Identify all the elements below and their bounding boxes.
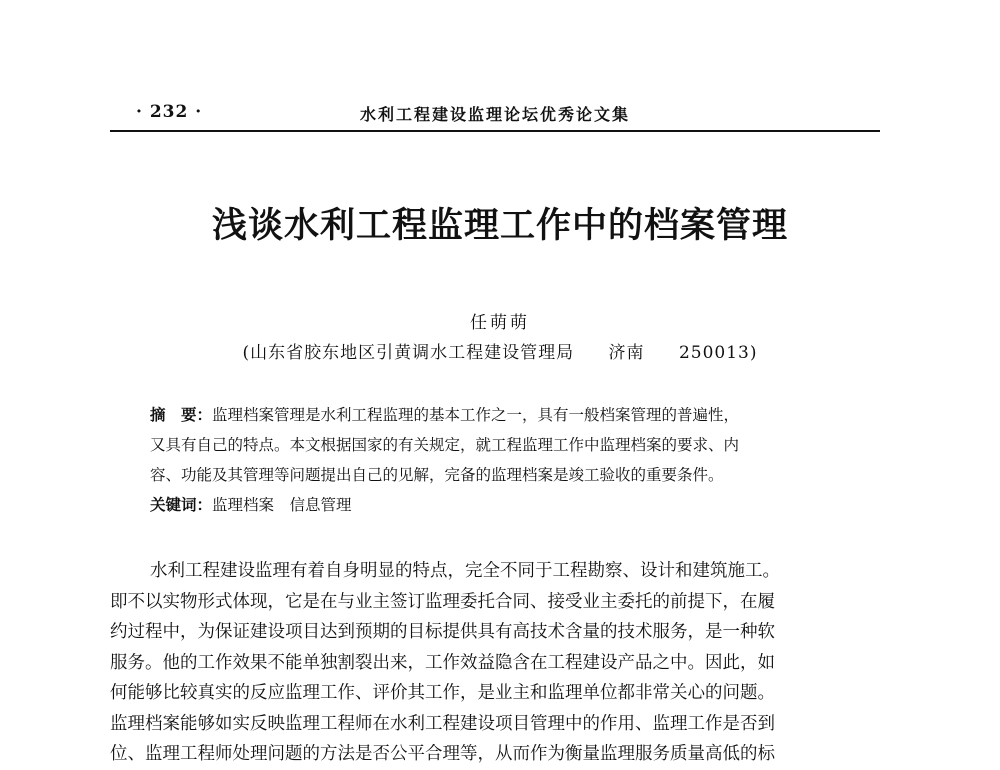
page-number: · 232 · — [136, 102, 203, 122]
body-line: 服务。他的工作效果不能单独割裂出来，工作效益隐含在工程建设产品之中。因此，如 — [110, 652, 775, 673]
body-line: 位、监理工程师处理问题的方法是否公平合理等，从而作为衡量监理服务质量高低的标 — [110, 744, 775, 764]
body-text — [110, 556, 880, 770]
running-header — [110, 102, 880, 130]
body-line: 何能够比较真实的反应监理工作、评价其工作，是业主和监理单位都非常关心的问题。 — [110, 683, 775, 703]
body-line: 即不以实物形式体现，它是在与业主签订监理委托合同、接受业主委托的前提下，在履 — [110, 591, 775, 612]
body-line: 约过程中，为保证建设项目达到预期的目标提供具有高技术含量的技术服务，是一种软 — [110, 622, 775, 642]
abstract-text: 监理档案管理是水利工程监理的基本工作之一，具有一般档案管理的普遍性， — [212, 406, 740, 424]
body-line: 水利工程建设监理有着自身明显的特点，完全不同于工程勘察、设计和建筑施工。 — [150, 561, 780, 581]
affiliation-zip: 250013) — [678, 343, 758, 363]
affiliation-city: 济南 — [608, 343, 645, 363]
abstract-line: 又具有自己的特点。本文根据国家的有关规定，就工程监理工作中监理档案的要求、内 — [150, 436, 740, 454]
abstract-label: 摘 要： — [150, 405, 213, 424]
body-line: 监理档案能够如实反映监理工程师在水利工程建设项目管理中的作用、监理工作是否到 — [110, 713, 775, 734]
abstract-block — [150, 400, 850, 520]
running-title: 水利工程建设监理论坛优秀论文集 — [359, 105, 630, 124]
abstract-line — [150, 400, 850, 430]
author-affiliation — [0, 338, 1000, 363]
header-rule — [110, 130, 880, 132]
affiliation-org: (山东省胶东地区引黄调水工程建设管理局 — [242, 343, 575, 363]
abstract-line: 容、功能及其管理等问题提出自己的见解，完备的监理档案是竣工验收的重要条件。 — [150, 466, 724, 484]
keywords-text: 监理档案 信息管理 — [212, 496, 352, 514]
paper-title: 浅谈水利工程监理工作中的档案管理 — [211, 205, 788, 246]
author-name: 任萌萌 — [470, 313, 530, 333]
keywords-label: 关键词： — [150, 495, 213, 514]
keywords-line — [150, 490, 850, 520]
